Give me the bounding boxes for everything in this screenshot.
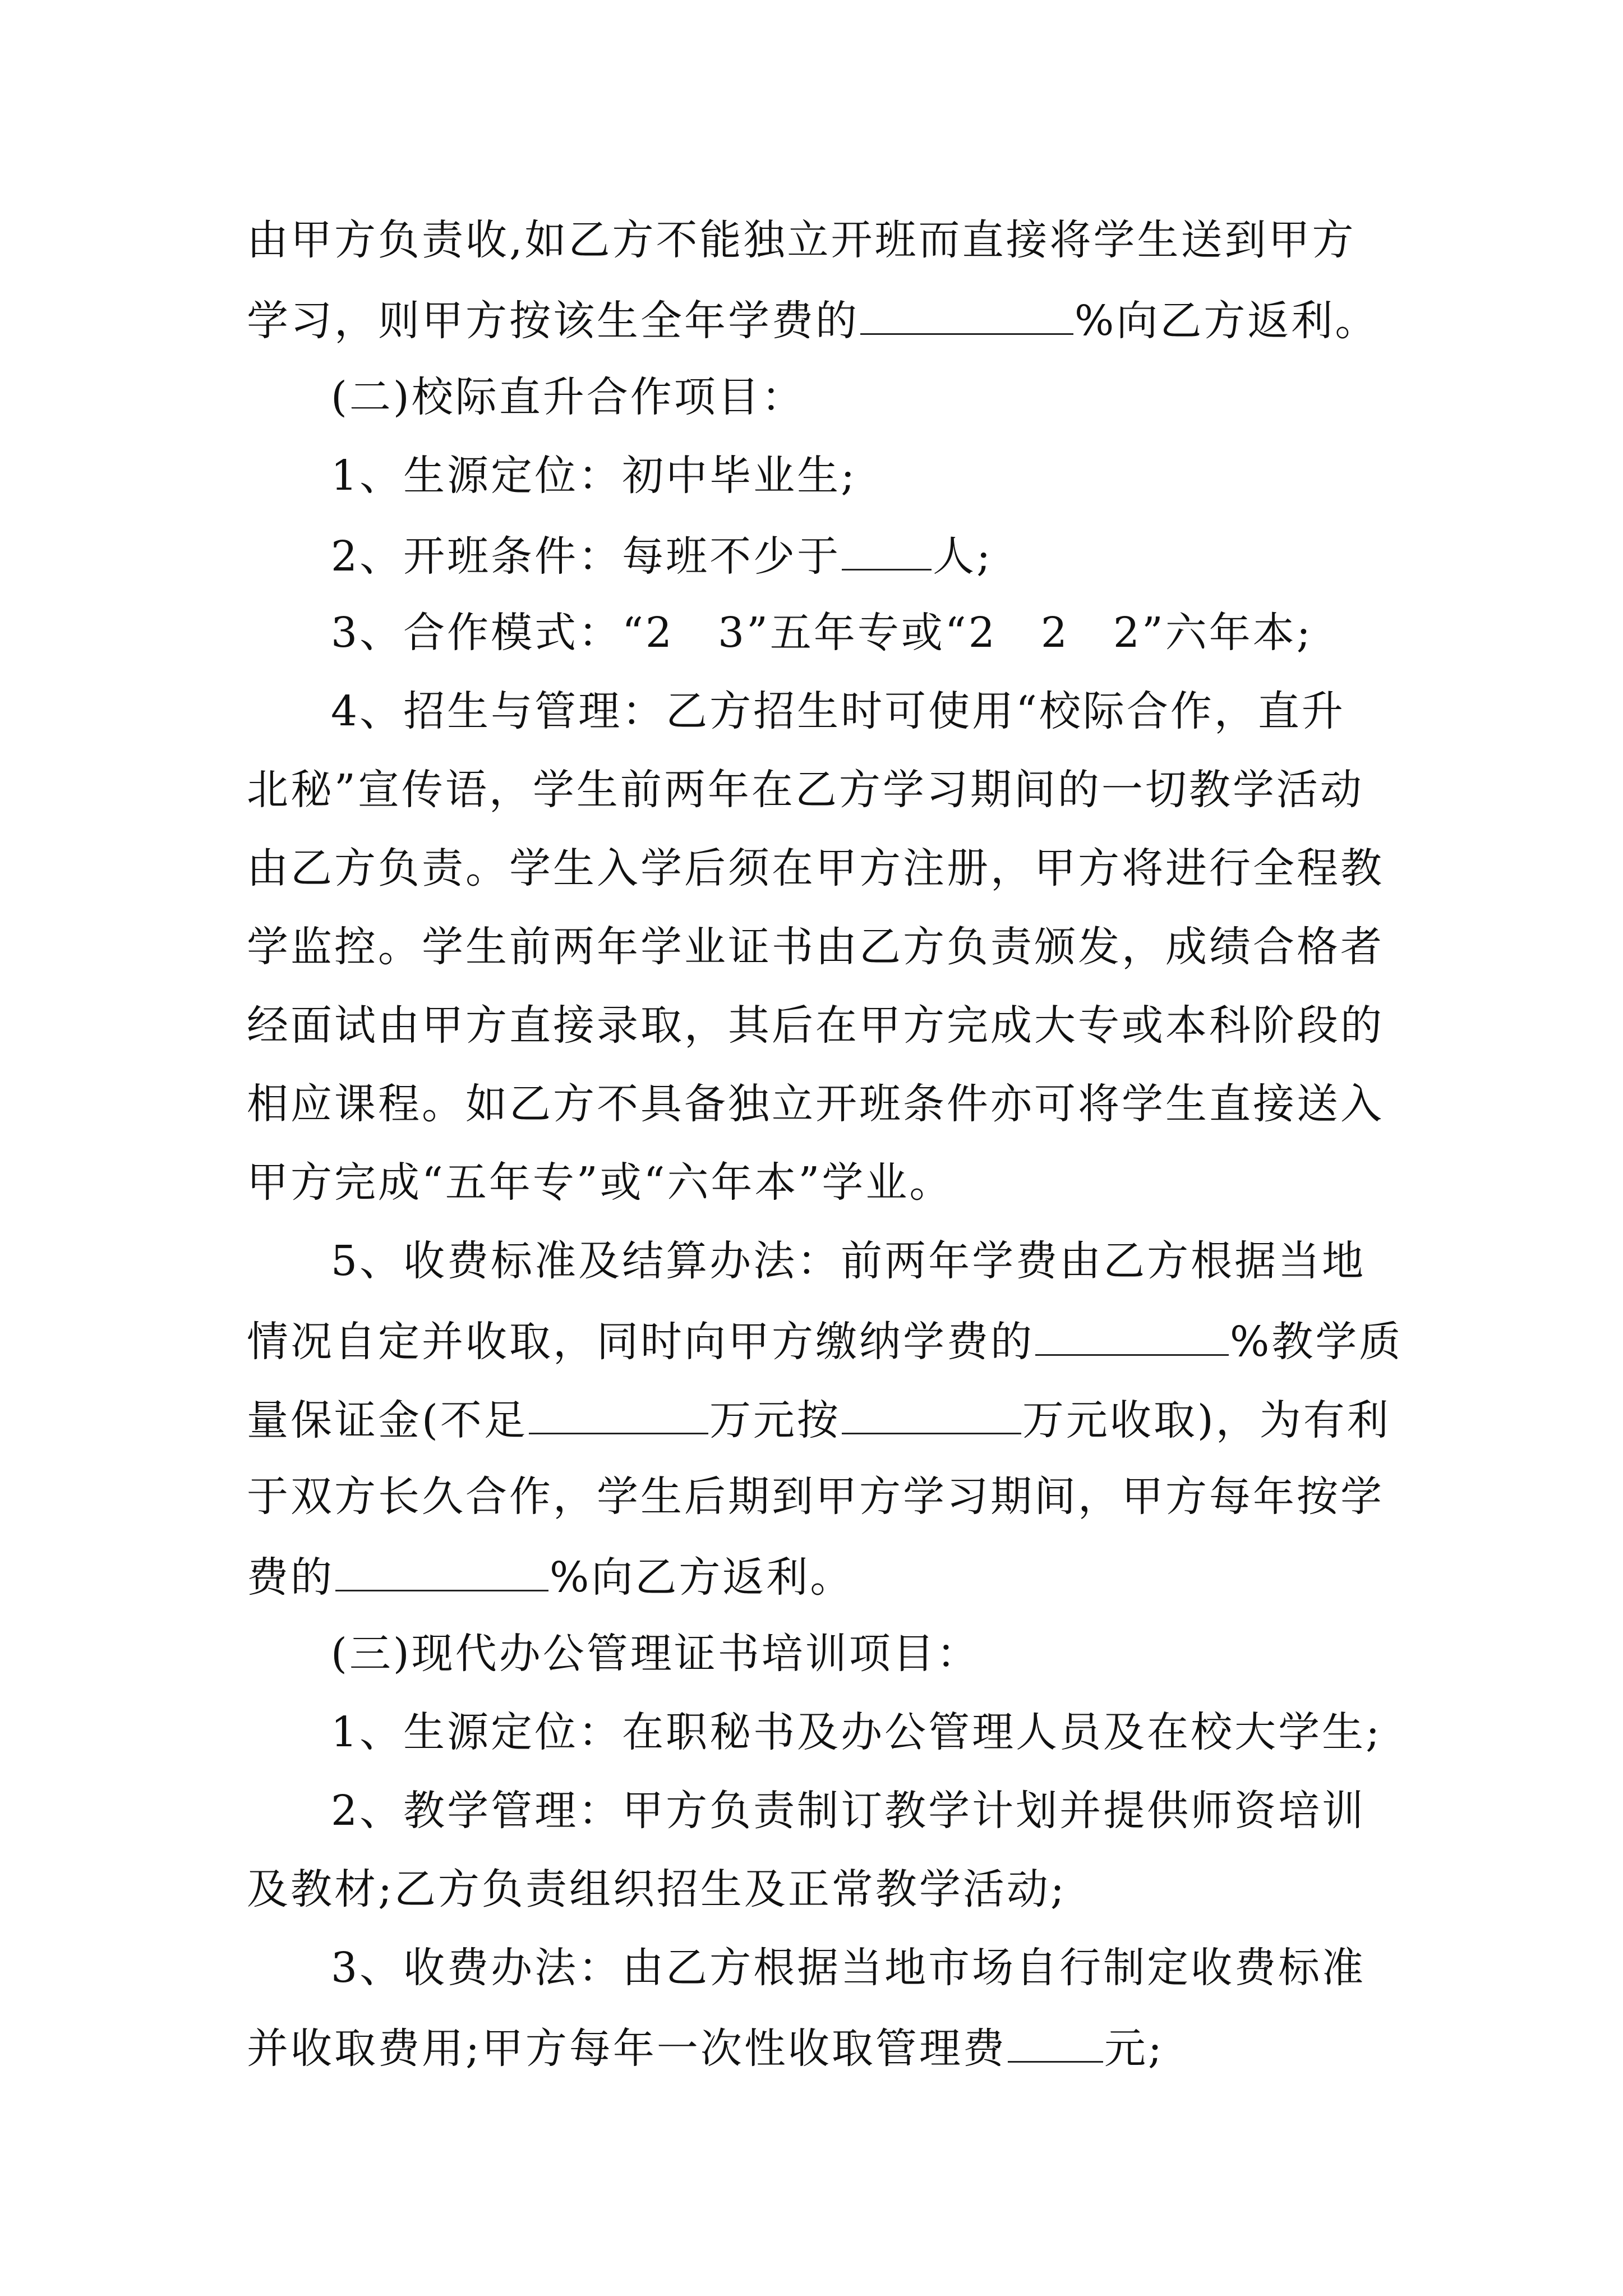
text-line [247,2018,1396,2074]
text-line [247,762,1396,818]
line-text: 万元按 [709,1396,841,1444]
line-text: 学习，则甲方按该生全年学费的 [247,297,859,345]
section-heading [331,1626,1396,1682]
line-text: 并收取费用;甲方每年一次性收取管理费 [247,2024,1007,2073]
text-line [247,1076,1396,1132]
text-line [331,448,1396,504]
text-line [247,1469,1396,1525]
line-text: %教学质 [1230,1318,1403,1366]
line-text: %向乙方返利。 [550,1553,854,1602]
text-line [247,997,1396,1053]
line-text: 3、收费办法：由乙方根据当地市场自行制定收费标准 [331,1944,1366,1992]
line-text: 4、招生与管理：乙方招生时可使用“校际合作，直升 [331,687,1345,735]
fill-in-blank [842,1390,1021,1434]
line-text: 北秘”宣传语，学生前两年在乙方学习期间的一切教学活动 [247,766,1364,814]
line-text: 及教材;乙方负责组织招生及正常教学活动; [247,1865,1067,1913]
line-text: 相应课程。如乙方不具备独立开班条件亦可将学生直接送入 [247,1080,1384,1128]
line-text: 由乙方负责。学生入学后须在甲方注册，甲方将进行全程教 [247,844,1384,892]
line-text: 由甲方负责收,如乙方不能独立开班而直接将学生送到甲方 [247,216,1356,264]
text-line [247,1154,1396,1211]
line-text: 费的 [247,1553,334,1602]
text-line [247,840,1396,896]
line-text: 1、生源定位：在职秘书及办公管理人员及在校大学生; [331,1708,1382,1756]
text-line [247,1390,1396,1446]
line-text: 学监控。学生前两年学业证书由乙方负责颁发，成绩合格者 [247,923,1384,971]
fill-in-blank [842,526,932,570]
fill-in-blank [335,1547,548,1591]
text-line [247,919,1396,975]
line-text: 经面试由甲方直接录取，其后在甲方完成大专或本科阶段的 [247,1001,1384,1050]
line-text: %向乙方返利。 [1075,297,1379,345]
text-line [247,1312,1403,1368]
text-line [331,1940,1396,1996]
line-text: 人; [933,532,993,581]
text-line [247,1547,1396,1603]
line-text: 于双方长久合作，学生后期到甲方学习期间，甲方每年按学 [247,1473,1384,1521]
line-text: 情况自定并收取，同时向甲方缴纳学费的 [247,1318,1034,1366]
section-heading [331,369,1396,425]
line-text: 元; [1104,2024,1164,2073]
line-text: 2、教学管理：甲方负责制订教学计划并提供师资培训 [331,1787,1366,1835]
fill-in-blank [860,291,1073,335]
line-text: 万元收取)，为有利 [1022,1396,1391,1444]
fill-in-blank [529,1390,708,1434]
line-text: 3、合作模式：“2 3”五年专或“2 2 2”六年本; [331,609,1313,657]
text-line [331,683,1396,739]
line-text: 甲方完成“五年专”或“六年本”学业。 [247,1158,953,1207]
line-text: 1、生源定位：初中毕业生; [331,452,857,500]
text-line [247,1861,1396,1917]
line-text: (二)校际直升合作项目： [331,373,805,421]
text-line [331,526,1396,582]
line-text: 2、开班条件：每班不少于 [331,532,841,581]
line-text: 量保证金(不足 [247,1396,528,1444]
line-text: (三)现代办公管理证书培训项目： [331,1630,980,1678]
text-line [331,605,1396,661]
line-text: 5、收费标准及结算办法：前两年学费由乙方根据当地 [331,1237,1366,1285]
text-line [331,1704,1396,1760]
text-line [247,212,1396,268]
text-line [247,291,1396,347]
text-line [331,1233,1396,1289]
text-line [331,1783,1396,1839]
fill-in-blank [1035,1312,1229,1356]
fill-in-blank [1008,2018,1103,2063]
